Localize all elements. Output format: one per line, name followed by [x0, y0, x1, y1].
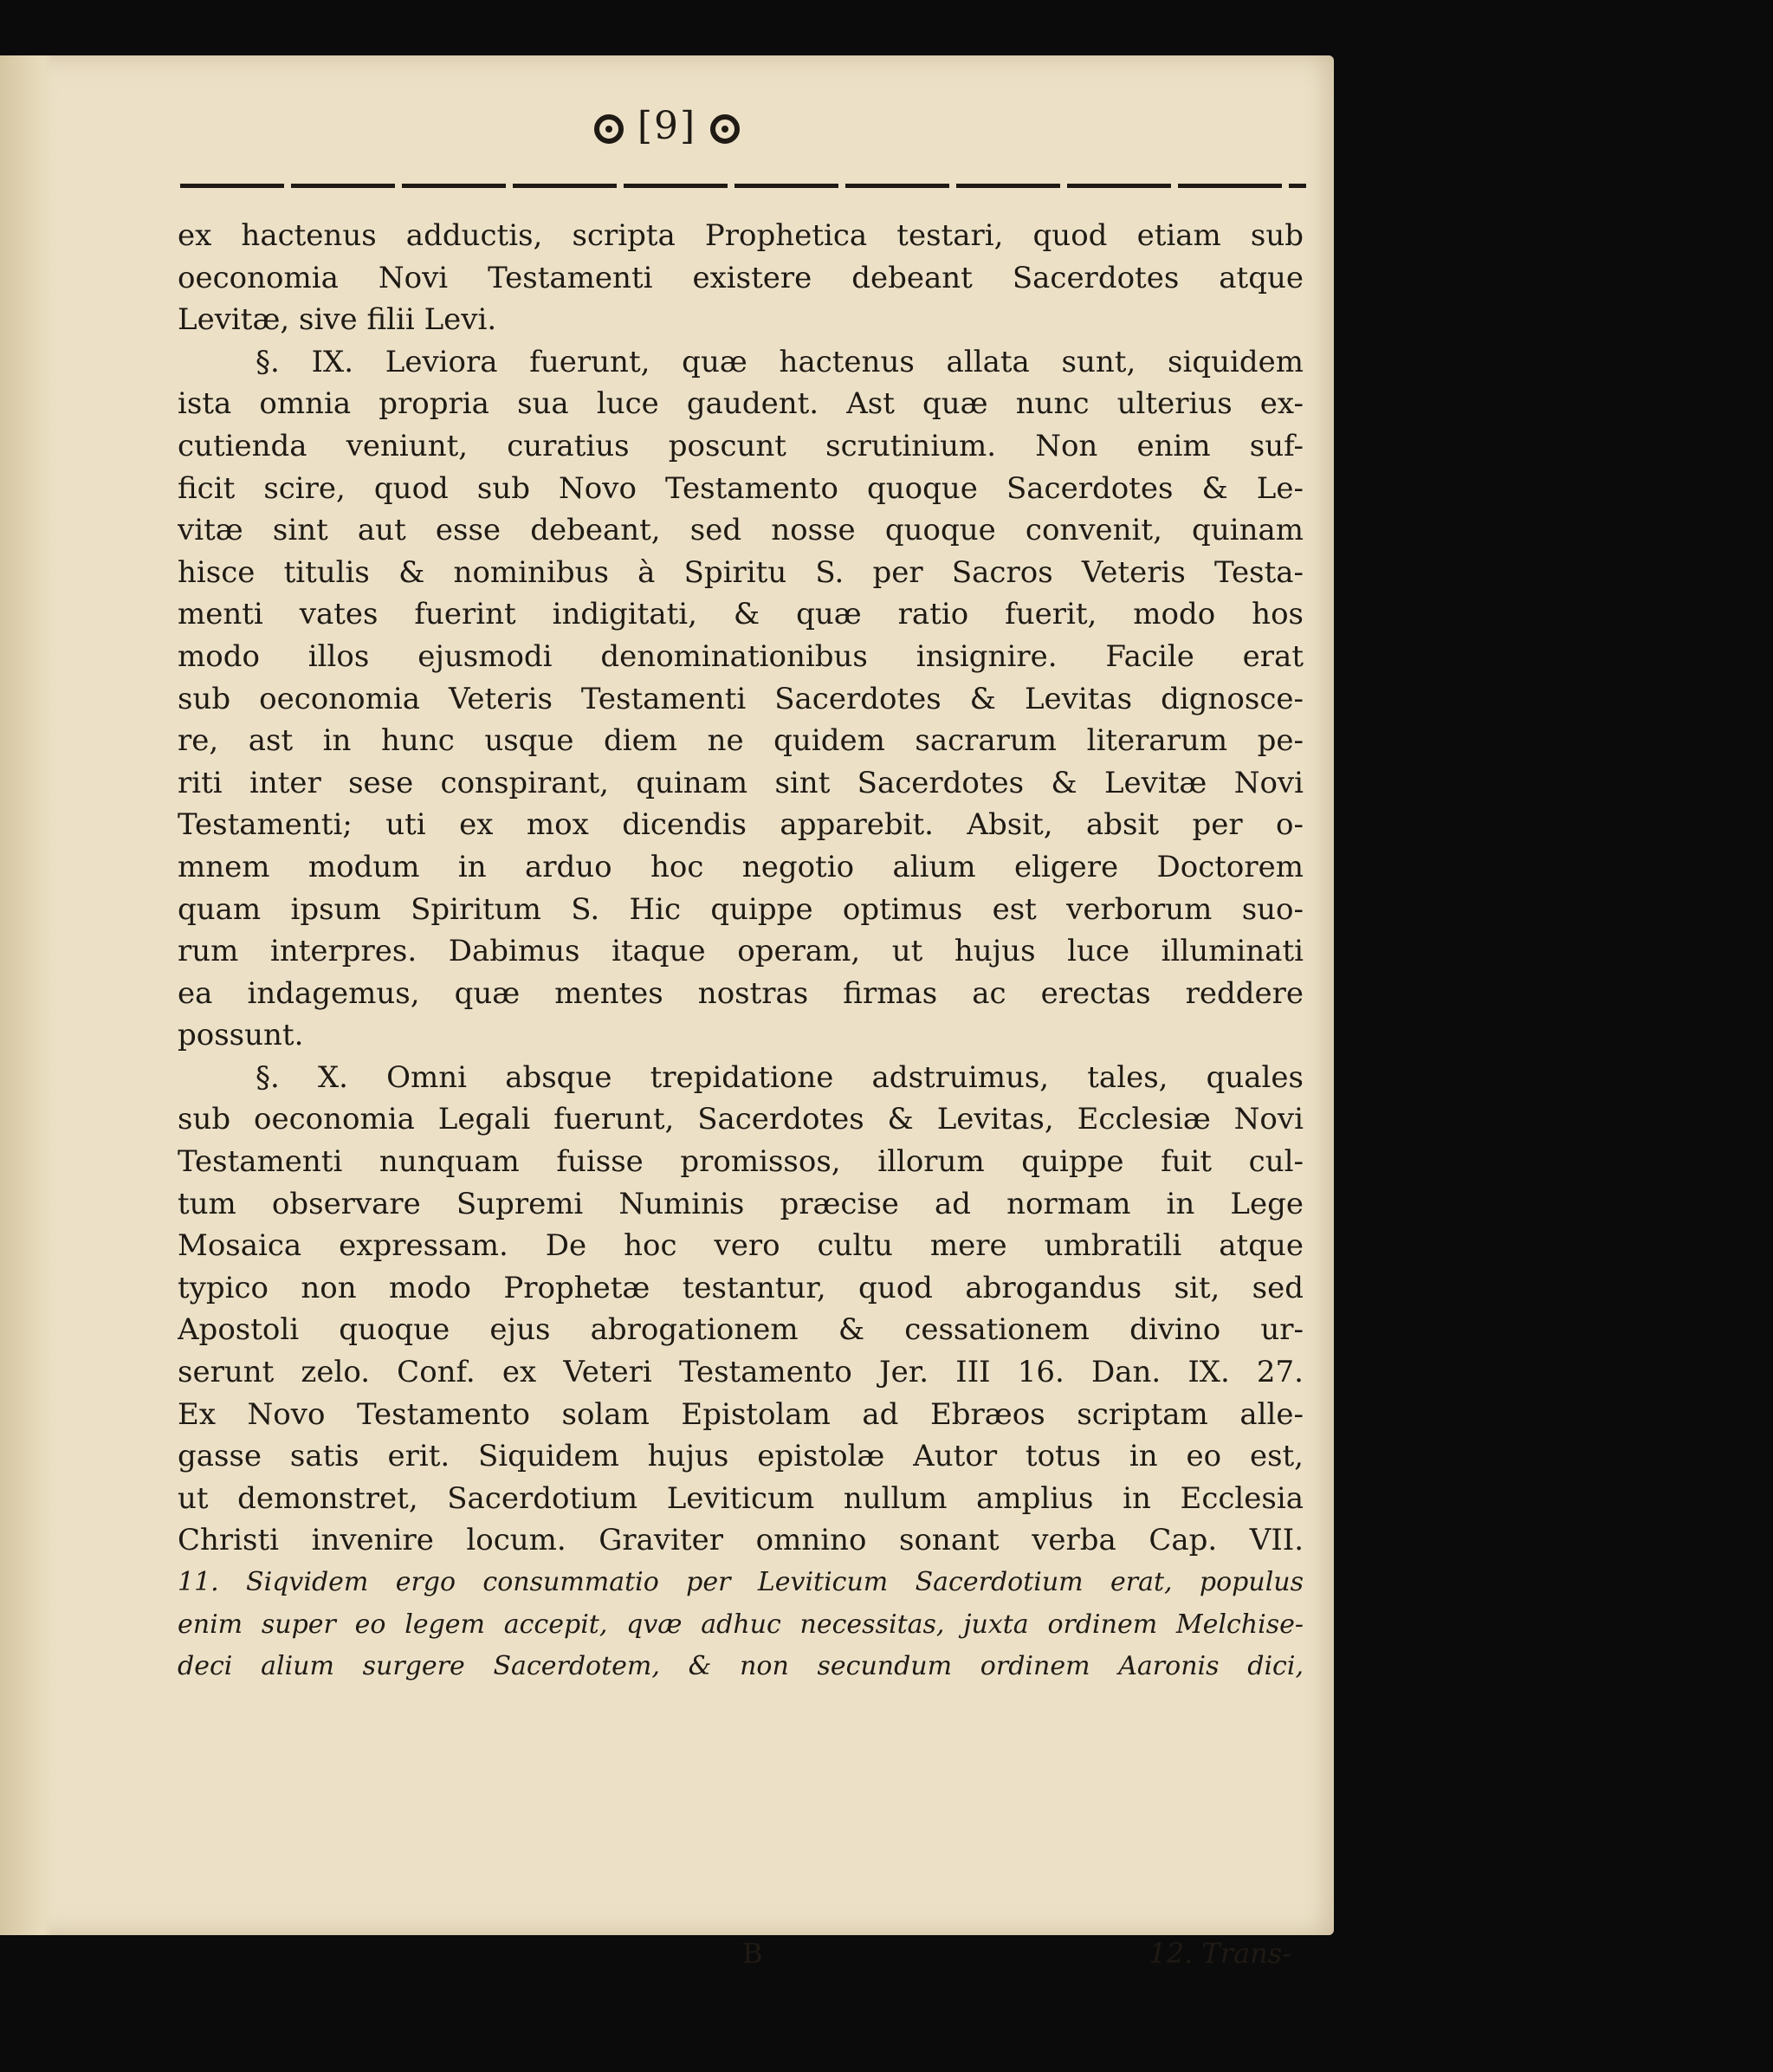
text-line: rum interpres. Dabimus itaque operam, ut hujus luce illuminati [178, 934, 1304, 969]
quote-line: deci alium surgere Sacerdotem, & non secundum ordinem Aaronis dici, [178, 1651, 1304, 1682]
text-line: ficit scire, quod sub Novo Testamento quoque Sacerdotes & Le- [178, 470, 1304, 506]
text-line: Apostoli quoque ejus abrogationem & cessationem divino ur- [178, 1312, 1304, 1348]
text-line: menti vates fuerint indigitati, & quæ ratio fuerit, modo hos [178, 597, 1304, 632]
text-line: Christi invenire locum. Graviter omnino sonant verba Cap. VII. [178, 1523, 1304, 1558]
page-header [0, 104, 1334, 148]
text-line: quam ipsum Spiritum S. Hic quippe optimus est verborum suo- [178, 891, 1304, 927]
text-line: §. IX. Leviora fuerunt, quæ hactenus allata sunt, siquidem [256, 344, 1304, 379]
quote-line: 11. Siqvidem ergo consummatio per Leviticum Sacerdotium erat, populus [178, 1567, 1304, 1597]
text-line: §. X. Omni absque trepidatione adstruimus, tales, quales [256, 1059, 1304, 1095]
paragraph-1 [178, 215, 1304, 341]
flower-ornament-left-icon [594, 114, 624, 144]
paragraph-2 [178, 341, 1304, 1057]
text-line: serunt zelo. Conf. ex Veteri Testamento Jer. III 16. Dan. IX. 27. [178, 1355, 1304, 1390]
text-line: hisce titulis & nominibus à Spiritu S. per Sacros Veteris Testa- [178, 554, 1304, 590]
quote-line: enim super eo legem accepit, qvæ adhuc necessitas, juxta ordinem Melchise- [178, 1609, 1304, 1640]
signature-mark: B [742, 1937, 763, 1970]
text-line: oeconomia Novi Testamenti existere debeant Sacerdotes atque [178, 260, 1304, 295]
text-line: vitæ sint aut esse debeant, sed nosse quoque convenit, quinam [178, 513, 1304, 548]
text-line: ista omnia propria sua luce gaudent. Ast quæ nunc ulterius ex- [178, 386, 1304, 422]
page-number: [9] [637, 104, 697, 148]
flower-ornament-right-icon [710, 114, 740, 144]
text-line: cutienda veniunt, curatius poscunt scrutinium. Non enim suf- [178, 428, 1304, 463]
text-line: tum observare Supremi Numinis præcise ad normam in Lege [178, 1186, 1304, 1221]
text-line: modo illos ejusmodi denominationibus insignire. Facile erat [178, 638, 1304, 674]
paragraph-3 [178, 1057, 1304, 1562]
text-line: ex hactenus adductis, scripta Prophetica testari, quod etiam sub [178, 218, 1304, 253]
text-line: Levitæ, sive filii Levi. [178, 302, 497, 338]
text-line: ut demonstret, Sacerdotium Leviticum nullum amplius in Ecclesia [178, 1480, 1304, 1516]
quotation [178, 1562, 1304, 1688]
text-line: ea indagemus, quæ mentes nostras firmas ac erectas reddere [178, 975, 1304, 1011]
text-line: Testamenti; uti ex mox dicendis apparebit. Absit, absit per o- [178, 807, 1304, 843]
text-line: sub oeconomia Veteris Testamenti Sacerdotes & Levitas dignosce- [178, 681, 1304, 716]
book-page [0, 55, 1334, 1970]
text-line: riti inter sese conspirant, quinam sint Sacerdotes & Levitæ Novi [178, 765, 1304, 800]
text-line: mnem modum in arduo hoc negotio alium eligere Doctorem [178, 849, 1304, 884]
text-line: Testamenti nunquam fuisse promissos, illorum quippe fuit cul- [178, 1144, 1304, 1180]
text-line: Mosaica expressam. De hoc vero cultu mere umbratili atque [178, 1228, 1304, 1264]
text-line: possunt. [178, 1018, 304, 1053]
text-line: sub oeconomia Legali fuerunt, Sacerdotes & Levitas, Ecclesiæ Novi [178, 1102, 1304, 1137]
text-line: gasse satis erit. Siquidem hujus epistolæ Autor totus in eo est, [178, 1439, 1304, 1474]
text-line: Ex Novo Testamento solam Epistolam ad Ebræos scriptam alle- [178, 1396, 1304, 1432]
text-line: typico non modo Prophetæ testantur, quod abrogandus sit, sed [178, 1270, 1304, 1305]
catchword: 12. Trans- [1149, 1937, 1291, 1970]
text-line: re, ast in hunc usque diem ne quidem sacrarum literarum pe- [178, 723, 1304, 759]
page-gutter [0, 55, 54, 1935]
body-text [178, 165, 1304, 1688]
